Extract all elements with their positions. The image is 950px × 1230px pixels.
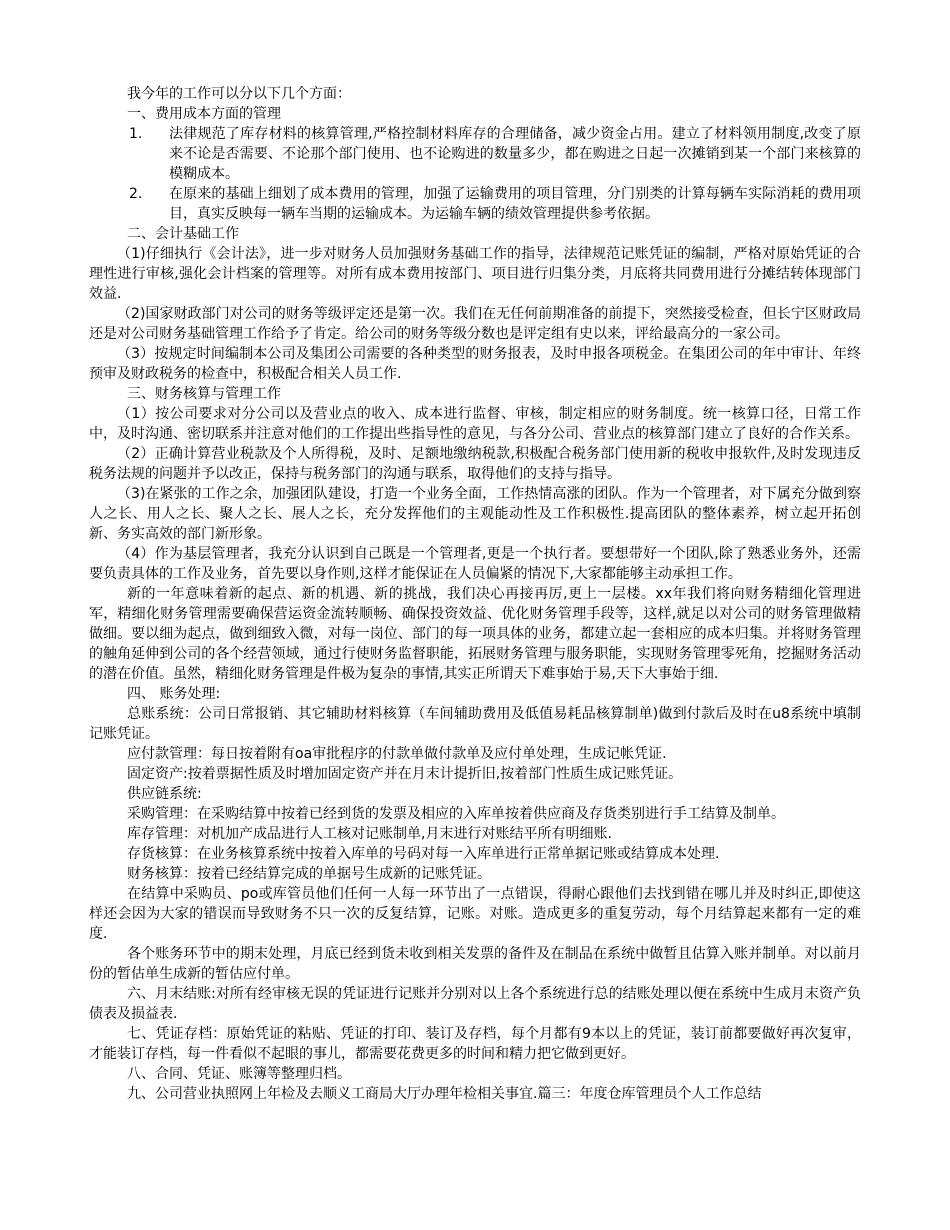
paragraph: 新的一年意味着新的起点、新的机遇、新的挑战，我们决心再接再厉,更上一层楼。xx年我们将向财务精细化管理进军，精细化财务管理需要确保营运资金流转顺畅、确保投资效益、优化财务管理手段等，这样,就足以对公司的财务管理做精做细。要以细为起点，做到细致入微，对每一岗位、部门的每一项具体的业务，都建立起一套相应的成本归集。并将财务管理的触角延伸到公司的各个经营领域，通过行使财务监督职能，拓展财务管理与服务职能，实现财务管理零死角，挖掘财务活动的潜在价值。虽然，精细化财务管理是件极为复杂的事情,其实正所谓天下难事始于易,天下大事始于细. [89,586,861,682]
section-heading-8: 八、合同、凭证、账簿等整理归档。 [127,1066,351,1082]
item-text: 法律规范了库存材料的核算管理,严格控制材料库存的合理储备，减少资金占用。建立了材料领用制度,改变了原来不论是否需要、不论那个部门使用、也不论购进的数量多少，都在购进之日起一次摊销到某一个部门来核算的模糊成本。 [169,126,861,182]
paragraph: 总账系统：公司日常报销、其它辅助材料核算（车间辅助费用及低值易耗品核算制单)做到付款后及时在u8系统中填制记账凭证。 [89,706,861,742]
section-heading-6: 六、月末结账:对所有经审核无误的凭证进行记账并分别对以上各个系统进行总的结账处理以便在系统中生成月末资产负债表及损益表. [89,986,861,1022]
paragraph: （2）正确计算营业税款及个人所得税，及时、足额地缴纳税款,积极配合税务部门使用新的税收申报软件,及时发现违反税务法规的问题并予以改正，保持与税务部门的沟通与联系，取得他们的支持与指导。 [89,446,861,482]
section-heading-4: 四、 账务处理: [127,686,221,702]
paragraph: 各个账务环节中的期末处理，月底已经到货未收到相关发票的备件及在制品在系统中做暂且估算入账并制单。对以前月份的暂估单生成新的暂估应付单。 [89,946,861,982]
section-heading-2: 二、会计基础工作 [127,226,239,242]
paragraph: （4）作为基层管理者，我充分认识到自己既是一个管理者,更是一个执行者。要想带好一个团队,除了熟悉业务外，还需要负责具体的工作及业务，首先要以身作则,这样才能保证在人员偏紧的情况下,大家都能够主动承担工作。 [89,546,861,582]
paragraph: （1)仔细执行《会计法》，进一步对财务人员加强财务基础工作的指导，法律规范记账凭证的编制，严格对原始凭证的合理性进行审核,强化会计档案的管理等。对所有成本费用按部门、项目进行归集分类，月底将共同费用进行分摊结转体现部门效益. [89,246,861,302]
paragraph: （1）按公司要求对分公司以及营业点的收入、成本进行监督、审核，制定相应的财务制度。统一核算口径，日常工作中，及时沟通、密切联系并注意对他们的工作提出些指导性的意见，与各分公司、营业点的核算部门建立了良好的合作关系。 [89,406,861,442]
intro-paragraph: 我今年的工作可以分以下几个方面： [127,86,351,102]
section-heading-1: 一、费用成本方面的管理 [127,106,281,122]
paragraph: 存货核算：在业务核算系统中按着入库单的号码对每一入库单进行正常单据记账或结算成本处理. [127,846,720,862]
paragraph: 采购管理：在采购结算中按着已经到货的发票及相应的入库单按着供应商及存货类别进行手工结算及制单。 [127,806,785,822]
paragraph: 应付款管理：每日按着附有oa审批程序的付款单做付款单及应付单处理，生成记帐凭证. [127,746,667,762]
paragraph: 在结算中采购员、po或库管员他们任何一人每一环节出了一点错误，得耐心跟他们去找到错在哪儿并及时纠正,即使这样还会因为大家的错误而导致财务不只一次的反复结算，记账。对账。造成更多的重复劳动，每个月结算起来都有一定的难度. [89,886,861,942]
item-number: 2. [129,186,143,202]
document-body [89,84,861,1104]
numbered-item-2 [89,184,861,224]
section-heading-9: 九、公司营业执照网上年检及去顺义工商局大厅办理年检相关事宜.篇三：年度仓库管理员个人工作总结 [127,1086,762,1102]
paragraph: 库存管理：对机加产成品进行人工核对记账制单,月末进行对账结平所有明细账. [127,826,612,842]
numbered-item-1 [89,124,861,184]
paragraph: （3)在紧张的工作之余，加强团队建设，打造一个业务全面，工作热情高涨的团队。作为一个管理者，对下属充分做到察人之长、用人之长、聚人之长、展人之长，充分发挥他们的主观能动性及工作积极性.提高团队的整体素养，树立起开拓创新、务实高效的部门新形象。 [89,486,861,542]
paragraph: 固定资产:按着票据性质及时增加固定资产并在月末计提折旧,按着部门性质生成记账凭证。 [127,766,683,782]
paragraph: （2)国家财政部门对公司的财务等级评定还是第一次。我们在无任何前期准备的前提下，突然接受检查，但长宁区财政局还是对公司财务基础管理工作给予了肯定。给公司的财务等级分数也是评定组有史以来，评给最高分的一家公司。 [89,306,861,342]
item-text: 在原来的基础上细划了成本费用的管理，加强了运输费用的项目管理，分门别类的计算每辆车实际消耗的费用项目，真实反映每一辆车当期的运输成本。为运输车辆的绩效管理提供参考依据。 [169,186,861,222]
paragraph: 供应链系统: [127,786,202,802]
item-number: 1. [129,126,143,142]
paragraph: （3）按规定时间编制本公司及集团公司需要的各种类型的财务报表，及时申报各项税金。在集团公司的年中审计、年终预审及财政税务的检查中，积极配合相关人员工作. [89,346,861,382]
section-heading-3: 三、财务核算与管理工作 [127,386,281,402]
section-heading-7: 七、凭证存档：原始凭证的粘贴、凭证的打印、装订及存档，每个月都有9本以上的凭证，装订前都要做好再次复审，才能装订存档，每一件看似不起眼的事儿，都需要花费更多的时间和精力把它做到更好。 [89,1026,861,1062]
paragraph: 财务核算：按着已经结算完成的单据号生成新的记账凭证。 [127,866,491,882]
